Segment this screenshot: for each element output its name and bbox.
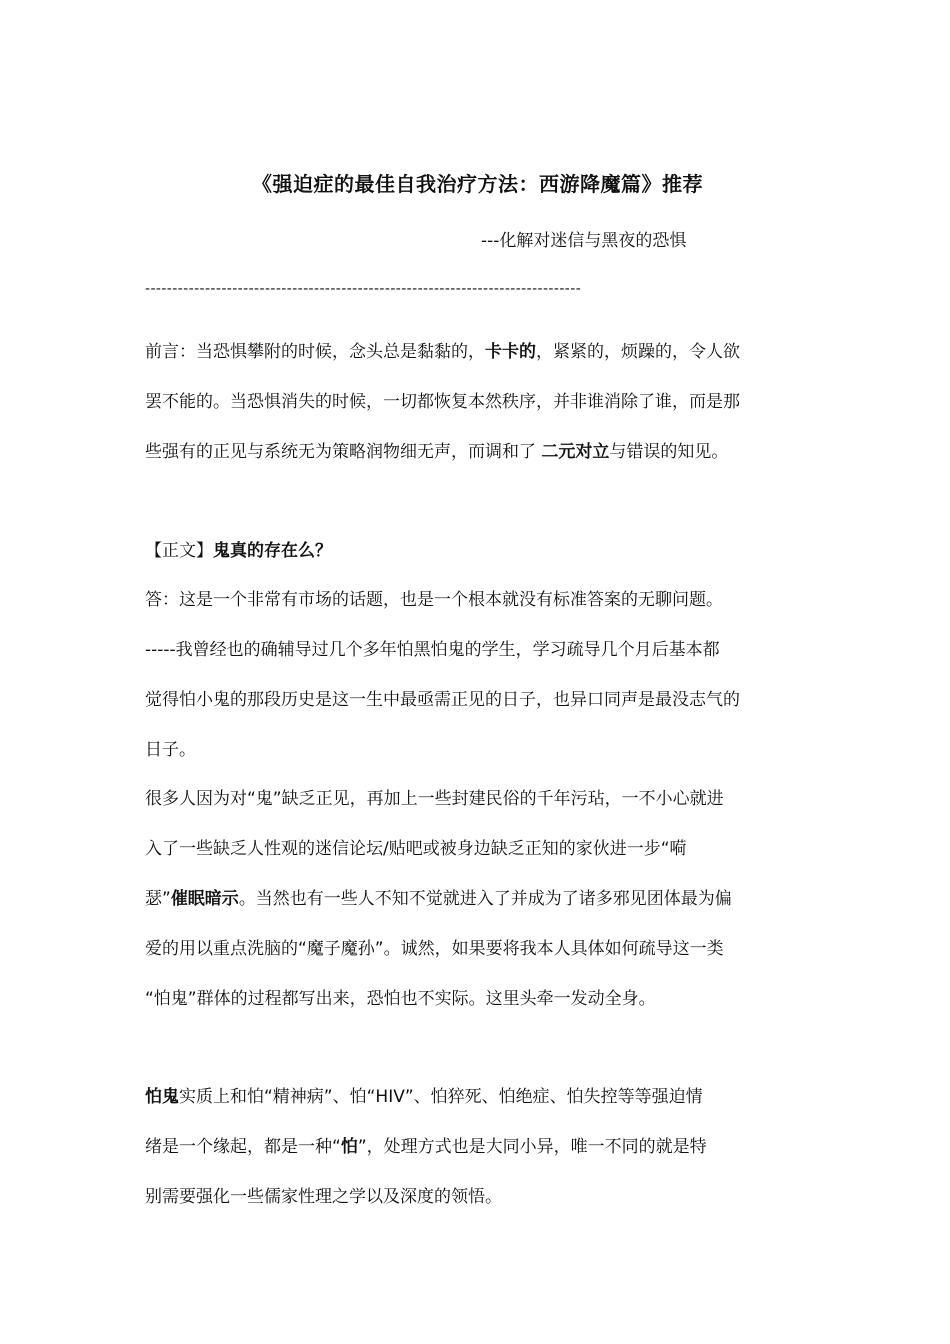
paragraph-1-line-3: 日子。 — [145, 740, 196, 760]
paragraph-2-line-5: “怕鬼”群体的过程都写出来，恐怕也不实际。这里头牵一发动全身。 — [145, 989, 656, 1009]
preface-text: 前言：当恐惧攀附的时候，念头总是黏黏的， — [145, 342, 485, 362]
paragraph-text: 。当然也有一些人不知不觉就进入了并成为了诸多邪见团体最为偏 — [238, 889, 732, 909]
paragraph-2-line-3 — [145, 884, 732, 909]
preface-line-2: 罢不能的。当恐惧消失的时候，一切都恢复本然秩序，并非谁消除了谁，而是那 — [145, 392, 740, 412]
paragraph-3-line-3: 别需要强化一些儒家性理之学以及深度的领悟。 — [145, 1187, 502, 1207]
paragraph-emphasis: 催眠暗示 — [170, 889, 239, 909]
preface-text: 与错误的知见。 — [609, 442, 729, 462]
paragraph-text: ”，处理方式也是大同小异，唯一不同的就是特 — [357, 1137, 707, 1157]
paragraph-emphasis: 怕 — [340, 1137, 358, 1157]
paragraph-1-line-1: -----我曾经也的确辅导过几个多年怕黑怕鬼的学生，学习疏导几个月后基本都 — [145, 640, 720, 660]
section-bracket: 【正文】 — [145, 541, 213, 561]
paragraph-3-line-1 — [145, 1082, 703, 1107]
section-heading — [145, 536, 332, 561]
paragraph-2-line-4: 爱的用以重点洗脑的“魔子魔孙”。诚然，如果要将我本人具体如何疏导这一类 — [145, 939, 724, 959]
paragraph-emphasis: 怕鬼 — [145, 1087, 179, 1107]
preface-line-1 — [145, 337, 740, 362]
preface-emphasis: 二元对立 — [541, 442, 610, 462]
answer-line: 答：这是一个非常有市场的话题，也是一个根本就没有标准答案的无聊问题。 — [145, 590, 723, 610]
paragraph-2-line-2: 入了一些缺乏人性观的迷信论坛/贴吧或被身边缺乏正知的家伙进一步“嗬 — [145, 839, 687, 859]
paragraph-text: 瑟” — [145, 889, 171, 909]
paragraph-2-line-1: 很多人因为对“鬼”缺乏正见，再加上一些封建民俗的千年污玷，一不小心就进 — [145, 789, 724, 809]
preface-line-3 — [145, 437, 728, 462]
paragraph-text: 实质上和怕“精神病”、怕“HIV”、怕猝死、怕绝症、怕失控等等强迫情 — [179, 1087, 703, 1107]
paragraph-3-line-2 — [145, 1132, 707, 1157]
document-subtitle: ---化解对迷信与黑夜的恐惧 — [481, 231, 687, 251]
document-title: 《强迫症的最佳自我治疗方法：西游降魔篇》推荐 — [252, 172, 703, 196]
dashed-divider: -------------------------------------------------------------------------------- — [145, 281, 582, 297]
paragraph-1-line-2: 觉得怕小鬼的那段历史是这一生中最亟需正见的日子，也异口同声是最没志气的 — [145, 690, 740, 710]
preface-text: ，紧紧的，烦躁的，令人欲 — [536, 342, 740, 362]
preface-text: 些强有的正见与系统无为策略润物细无声，而调和了 — [145, 442, 542, 462]
paragraph-text: 绪是一个缘起，都是一种“ — [145, 1137, 341, 1157]
section-title: 鬼真的存在么？ — [213, 541, 332, 561]
preface-emphasis: 卡卡的 — [485, 342, 536, 362]
